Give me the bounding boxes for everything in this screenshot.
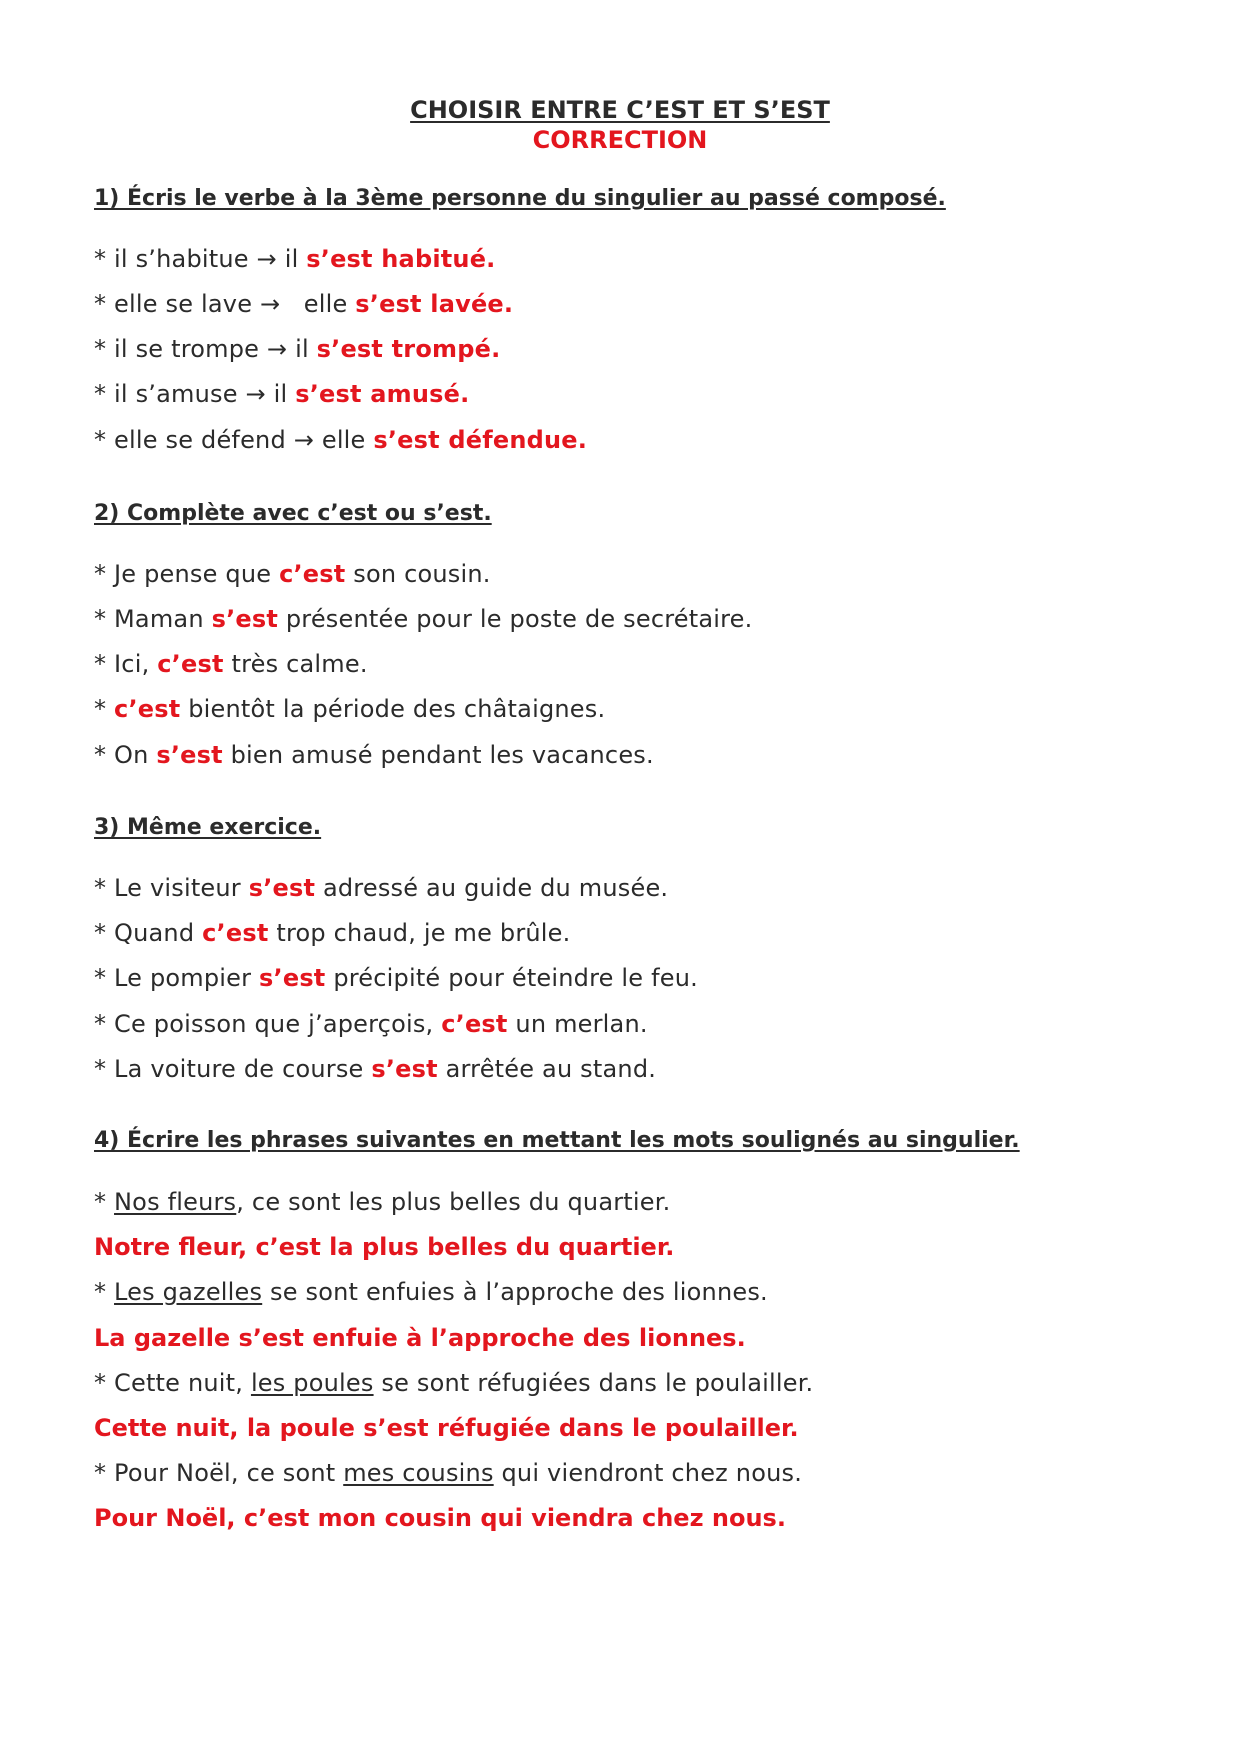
item-before: * bbox=[94, 1188, 115, 1216]
section-3-item bbox=[94, 918, 570, 948]
item-answer: s’est habitué. bbox=[306, 245, 496, 273]
section-4-item bbox=[94, 1368, 813, 1398]
item-before: * Quand bbox=[94, 919, 203, 947]
section-3-item bbox=[94, 873, 668, 903]
item-after: très calme. bbox=[223, 650, 368, 678]
item-answer: s’est trompé. bbox=[316, 335, 501, 363]
section-1-heading: 1) Écris le verbe à la 3ème personne du singulier au passé composé. bbox=[94, 186, 946, 211]
section-1-item bbox=[94, 425, 587, 455]
section-2-item bbox=[94, 740, 654, 770]
section-4-heading: 4) Écrire les phrases suivantes en mettant les mots soulignés au singulier. bbox=[94, 1128, 1020, 1153]
item-answer: c’est bbox=[279, 560, 346, 588]
section-3-item bbox=[94, 1009, 648, 1039]
item-before: * Cette nuit, bbox=[94, 1369, 251, 1397]
section-4-answer: La gazelle s’est enfuie à l’approche des lionnes. bbox=[94, 1324, 746, 1352]
item-answer: s’est bbox=[259, 964, 326, 992]
item-after: arrêtée au stand. bbox=[437, 1055, 657, 1083]
item-answer: c’est bbox=[114, 695, 181, 723]
section-4-answer: Notre fleur, c’est la plus belles du quartier. bbox=[94, 1233, 675, 1261]
section-2-heading: 2) Complète avec c’est ou s’est. bbox=[94, 501, 492, 526]
section-2-item bbox=[94, 649, 368, 679]
section-1-item bbox=[94, 379, 469, 409]
section-4-answer: Cette nuit, la poule s’est réfugiée dans le poulailler. bbox=[94, 1414, 799, 1442]
item-before: * Pour Noël, ce sont bbox=[94, 1459, 344, 1487]
item-after: présentée pour le poste de secrétaire. bbox=[278, 605, 753, 633]
underlined-words: Les gazelles bbox=[114, 1278, 263, 1306]
section-4-item bbox=[94, 1277, 768, 1307]
item-after: , ce sont les plus belles du quartier. bbox=[236, 1188, 671, 1216]
item-answer: s’est bbox=[211, 605, 279, 633]
item-before: * Ici, bbox=[94, 650, 158, 678]
item-after: trop chaud, je me brûle. bbox=[268, 919, 571, 947]
item-before: * Le visiteur bbox=[94, 874, 249, 902]
item-after: bientôt la période des châtaignes. bbox=[180, 695, 606, 723]
item-prompt: * elle se lave → elle bbox=[94, 290, 356, 318]
item-before: * bbox=[94, 695, 115, 723]
section-4-answer: Pour Noël, c’est mon cousin qui viendra chez nous. bbox=[94, 1504, 786, 1532]
item-answer: s’est lavée. bbox=[355, 290, 514, 318]
item-after: son cousin. bbox=[345, 560, 491, 588]
section-2-item bbox=[94, 559, 491, 589]
item-before: * On bbox=[94, 741, 157, 769]
page-title: CHOISIR ENTRE C’EST ET S’EST bbox=[410, 96, 830, 124]
item-prompt: * elle se défend → elle bbox=[94, 426, 374, 454]
item-answer: c’est bbox=[441, 1010, 508, 1038]
item-before: * Je pense que bbox=[94, 560, 280, 588]
item-prompt: * il se trompe → il bbox=[94, 335, 317, 363]
underlined-words: mes cousins bbox=[343, 1459, 494, 1487]
section-1-item bbox=[94, 289, 513, 319]
section-2-item bbox=[94, 694, 605, 724]
item-after: se sont réfugiées dans le poulailler. bbox=[373, 1369, 814, 1397]
section-1-item bbox=[94, 244, 496, 274]
item-prompt: * il s’amuse → il bbox=[94, 380, 296, 408]
item-after: adressé au guide du musée. bbox=[315, 874, 669, 902]
section-4-item bbox=[94, 1458, 802, 1488]
section-4-item bbox=[94, 1187, 670, 1217]
item-before: * Le pompier bbox=[94, 964, 260, 992]
page-subtitle: CORRECTION bbox=[532, 126, 708, 154]
item-after: se sont enfuies à l’approche des lionnes. bbox=[262, 1278, 768, 1306]
item-before: * Maman bbox=[94, 605, 212, 633]
underlined-words: Nos fleurs bbox=[114, 1188, 237, 1216]
section-3-item bbox=[94, 1054, 656, 1084]
item-after: qui viendront chez nous. bbox=[493, 1459, 803, 1487]
item-before: * Ce poisson que j’aperçois, bbox=[94, 1010, 442, 1038]
item-prompt: * il s’habitue → il bbox=[94, 245, 307, 273]
item-answer: s’est bbox=[156, 741, 223, 769]
item-answer: c’est bbox=[157, 650, 224, 678]
item-answer: c’est bbox=[202, 919, 269, 947]
item-answer: s’est bbox=[248, 874, 316, 902]
item-answer: s’est amusé. bbox=[295, 380, 470, 408]
section-1-item bbox=[94, 334, 500, 364]
item-before: * bbox=[94, 1278, 115, 1306]
item-after: un merlan. bbox=[507, 1010, 648, 1038]
item-after: bien amusé pendant les vacances. bbox=[222, 741, 654, 769]
underlined-words: les poules bbox=[250, 1369, 374, 1397]
section-2-item bbox=[94, 604, 752, 634]
item-after: précipité pour éteindre le feu. bbox=[325, 964, 698, 992]
item-answer: s’est défendue. bbox=[373, 426, 588, 454]
section-3-heading: 3) Même exercice. bbox=[94, 815, 322, 840]
section-3-item bbox=[94, 963, 698, 993]
item-before: * La voiture de course bbox=[94, 1055, 372, 1083]
item-answer: s’est bbox=[371, 1055, 438, 1083]
